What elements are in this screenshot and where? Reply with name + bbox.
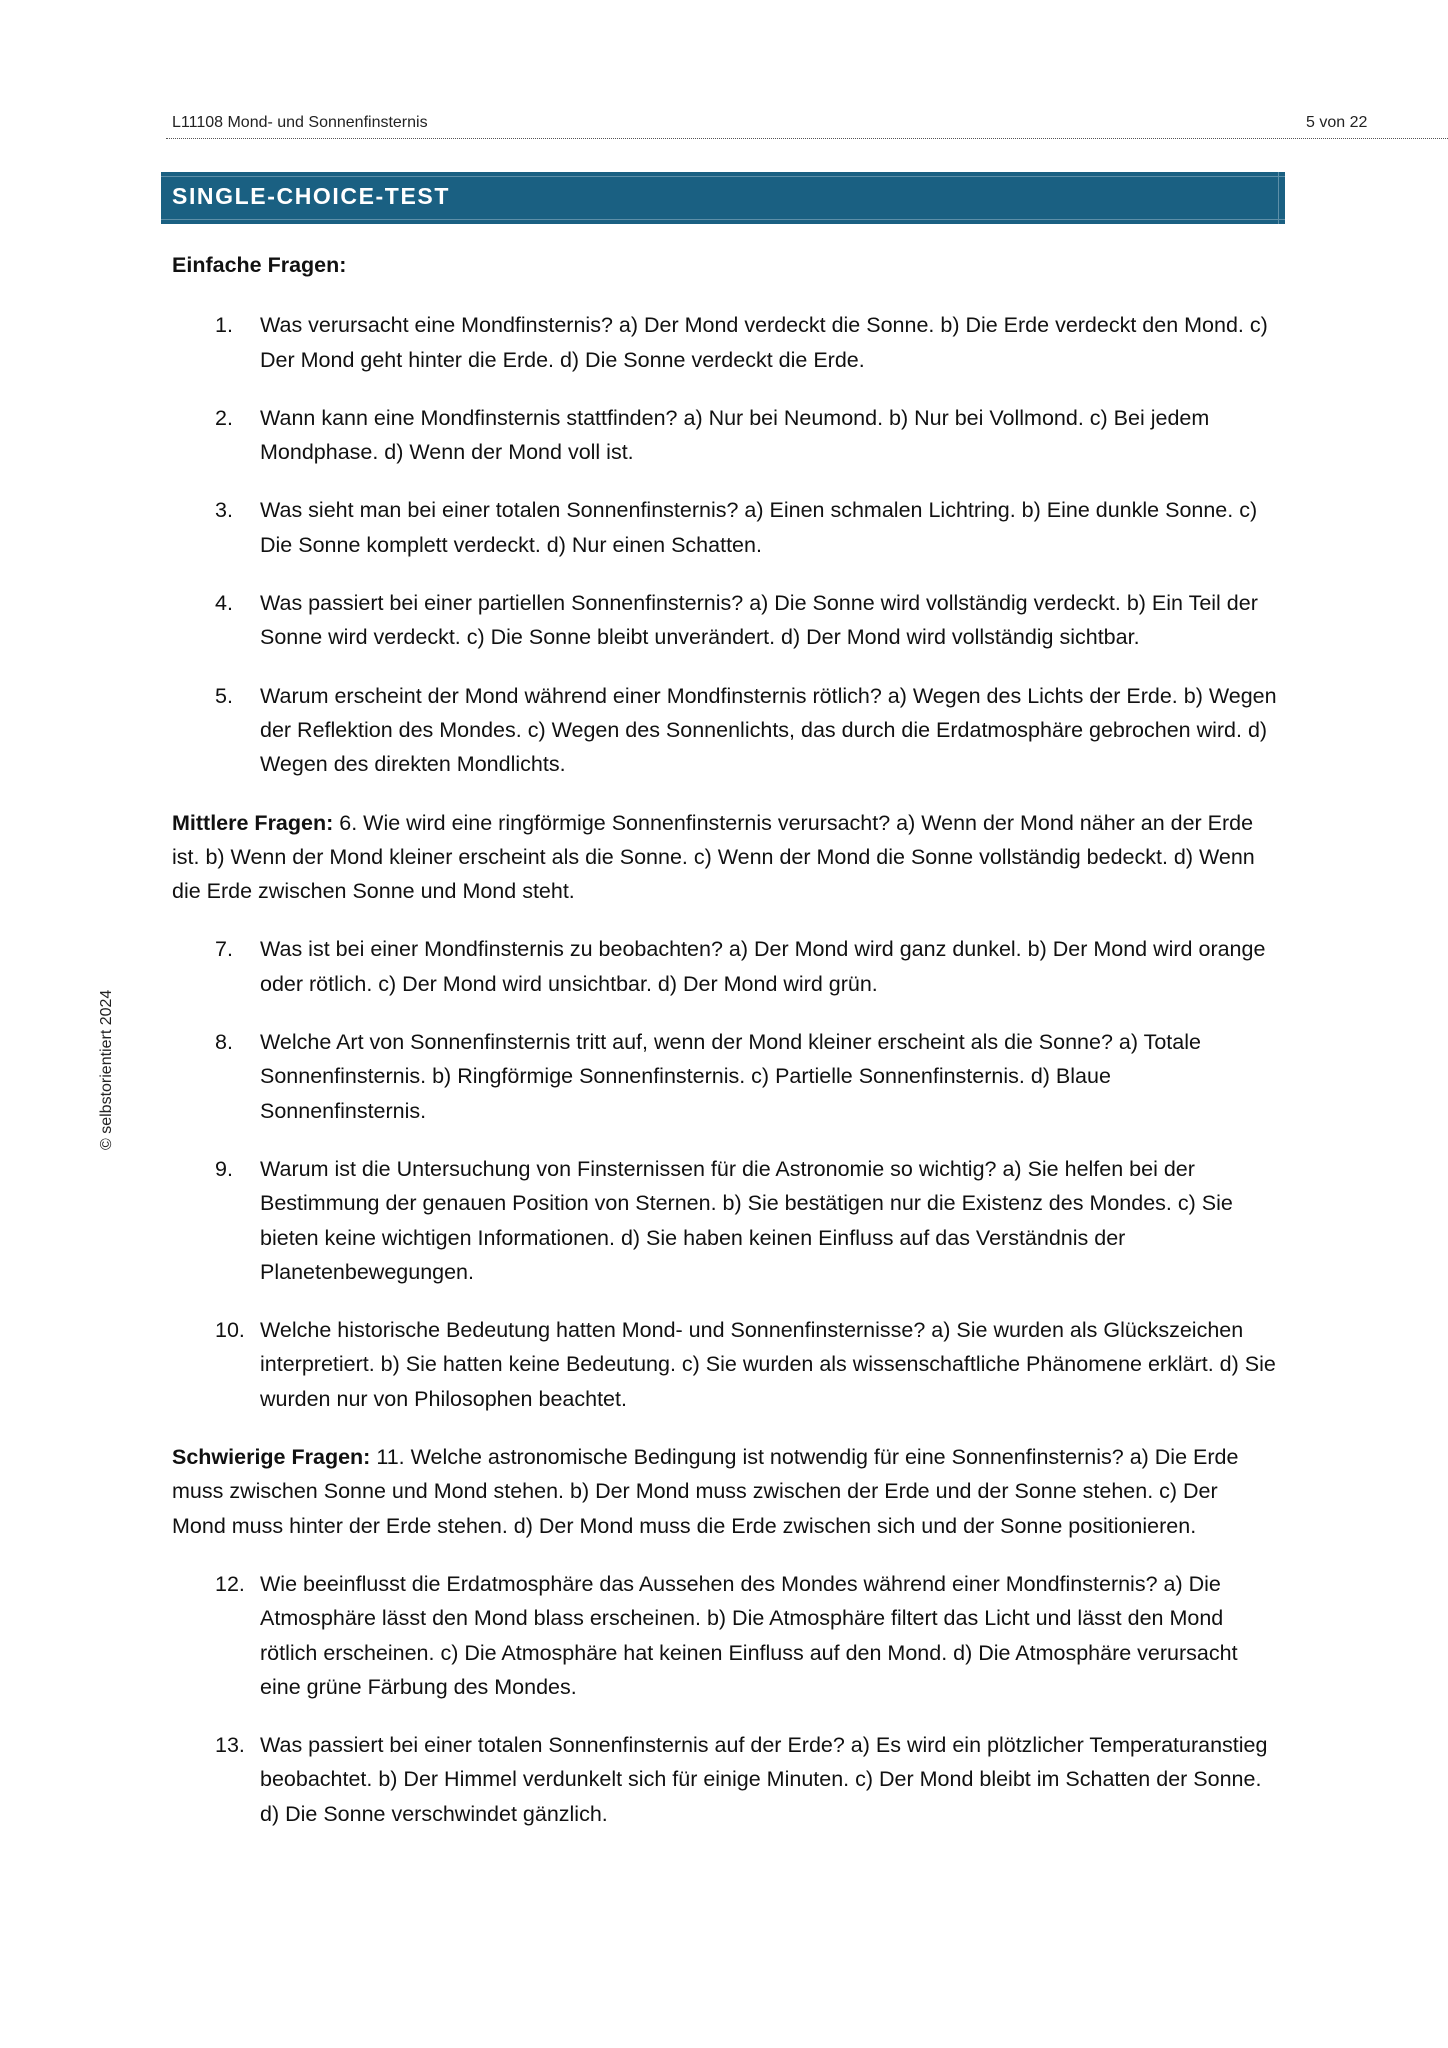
easy-questions-label: Einfache Fragen:	[172, 253, 347, 277]
medium-questions-list	[172, 932, 1277, 1416]
question-number: 4.	[215, 591, 233, 616]
hard-questions-paragraph	[172, 1440, 1277, 1543]
question-item	[172, 679, 1277, 782]
question-text: Was sieht man bei einer totalen Sonnenfinsternis? a) Einen schmalen Lichtring. b) Eine dunkle Sonne. c) Die Sonne komplett verdeckt. d) Nur einen Schatten.	[260, 498, 1258, 557]
question-text: Wie beeinflusst die Erdatmosphäre das Aussehen des Mondes während einer Mondfinsternis? a) Die Atmosphäre lässt den Mond blass erscheinen. b) Die Atmosphäre filtert das Licht und lässt den Mond rötlich erscheinen. c) Die Atmosphäre hat keinen Einfluss auf den Mond. d) Die Atmosphäre verursacht eine grüne Färbung des Mondes.	[260, 1571, 1238, 1699]
document-title: L11108 Mond- und Sonnenfinsternis	[172, 114, 428, 131]
question-text: Warum ist die Untersuchung von Finsternissen für die Astronomie so wichtig? a) Sie helfen bei der Bestimmung der genauen Position von Sternen. b) Sie bestätigen nur die Existenz des Mondes. c) Sie bieten keine wichtigen Informationen. d) Sie haben keinen Einfluss auf das Verständnis der Planetenbewegungen.	[260, 1156, 1233, 1284]
question-item	[172, 493, 1277, 562]
question-text: Welche historische Bedeutung hatten Mond- und Sonnenfinsternisse? a) Sie wurden als Glückszeichen interpretiert. b) Sie hatten keine Bedeutung. c) Sie wurden als wissenschaftliche Phänomene erklärt. d) Sie wurden nur von Philosophen beachtet.	[260, 1318, 1276, 1411]
question-item	[172, 401, 1277, 470]
question-item	[172, 1728, 1277, 1831]
medium-questions-label: Mittlere Fragen:	[172, 810, 334, 835]
question-item	[172, 1567, 1277, 1704]
question-text: Wann kann eine Mondfinsternis stattfinden? a) Nur bei Neumond. b) Nur bei Vollmond. c) Bei jedem Mondphase. d) Wenn der Mond voll ist.	[260, 405, 1210, 465]
question-item	[172, 1313, 1277, 1416]
question-number: 7.	[215, 937, 233, 962]
section-banner	[161, 172, 1285, 224]
question-number: 5.	[215, 683, 233, 708]
question-item	[172, 308, 1277, 377]
question-text: Was passiert bei einer totalen Sonnenfinsternis auf der Erde? a) Es wird ein plötzlicher Temperaturanstieg beobachtet. b) Der Himmel verdunkelt sich für einige Minuten. c) Der Mond bleibt im Schatten der Sonne. d) Die Sonne verschwindet gänzlich.	[260, 1733, 1268, 1826]
easy-questions-list	[172, 308, 1277, 781]
question-text: Was verursacht eine Mondfinsternis? a) Der Mond verdeckt die Sonne. b) Die Erde verdeckt den Mond. c) Der Mond geht hinter die Erde. d) Die Sonne verdeckt die Erde.	[260, 313, 1268, 372]
question-number: 3.	[215, 498, 233, 523]
page-number: 5 von 22	[1306, 114, 1368, 131]
question-item	[172, 932, 1277, 1001]
question-item	[172, 1152, 1277, 1289]
easy-questions-heading	[172, 248, 1277, 282]
question-number: 10.	[215, 1318, 245, 1343]
section-title: SINGLE-CHOICE-TEST	[172, 183, 450, 209]
page-header	[166, 112, 1448, 139]
question-number: 8.	[215, 1030, 233, 1055]
medium-questions-paragraph	[172, 806, 1277, 909]
question-text: Warum erscheint der Mond während einer Mondfinsternis rötlich? a) Wegen des Lichts der Erde. b) Wegen der Reflektion des Mondes. c) Wegen des Sonnenlichts, das durch die Erdatmosphäre gebrochen wird. d) Wegen des direkten Mondlichts.	[260, 683, 1277, 777]
hard-questions-label: Schwierige Fragen:	[172, 1445, 371, 1470]
question-number: 9.	[215, 1156, 233, 1181]
question-text: 6. Wie wird eine ringförmige Sonnenfinsternis verursacht? a) Wenn der Mond näher an der Erde ist. b) Wenn der Mond kleiner erscheint als die Sonne. c) Wenn der Mond die Sonne vollständig bedeckt. d) Wenn die Erde zwischen Sonne und Mond steht.	[172, 810, 1255, 904]
question-text: 11. Welche astronomische Bedingung ist notwendig für eine Sonnenfinsternis? a) Die Erde muss zwischen Sonne und Mond stehen. b) Der Mond muss zwischen der Erde und der Sonne stehen. c) Der Mond muss hinter der Erde stehen. d) Der Mond muss die Erde zwischen sich und der Sonne positionieren.	[172, 1445, 1239, 1538]
question-number: 12.	[215, 1571, 245, 1596]
question-number: 2.	[215, 405, 233, 430]
question-text: Was passiert bei einer partiellen Sonnenfinsternis? a) Die Sonne wird vollständig verdeckt. b) Ein Teil der Sonne wird verdeckt. c) Die Sonne bleibt unverändert. d) Der Mond wird vollständig sichtbar.	[260, 591, 1258, 650]
question-number: 1.	[215, 313, 233, 338]
question-item	[172, 1025, 1277, 1128]
hard-questions-list	[172, 1567, 1277, 1831]
question-text: Was ist bei einer Mondfinsternis zu beobachten? a) Der Mond wird ganz dunkel. b) Der Mond wird orange oder rötlich. c) Der Mond wird unsichtbar. d) Der Mond wird grün.	[260, 937, 1266, 996]
question-item	[172, 586, 1277, 655]
question-number: 13.	[215, 1733, 245, 1758]
question-content	[172, 248, 1277, 1855]
copyright-note: © selbstorientiert 2024	[98, 989, 115, 1150]
question-text: Welche Art von Sonnenfinsternis tritt auf, wenn der Mond kleiner erscheint als die Sonne? a) Totale Sonnenfinsternis. b) Ringförmige Sonnenfinsternis. c) Partielle Sonnenfinsternis. d) Blaue Sonnenfinsternis.	[260, 1030, 1201, 1123]
